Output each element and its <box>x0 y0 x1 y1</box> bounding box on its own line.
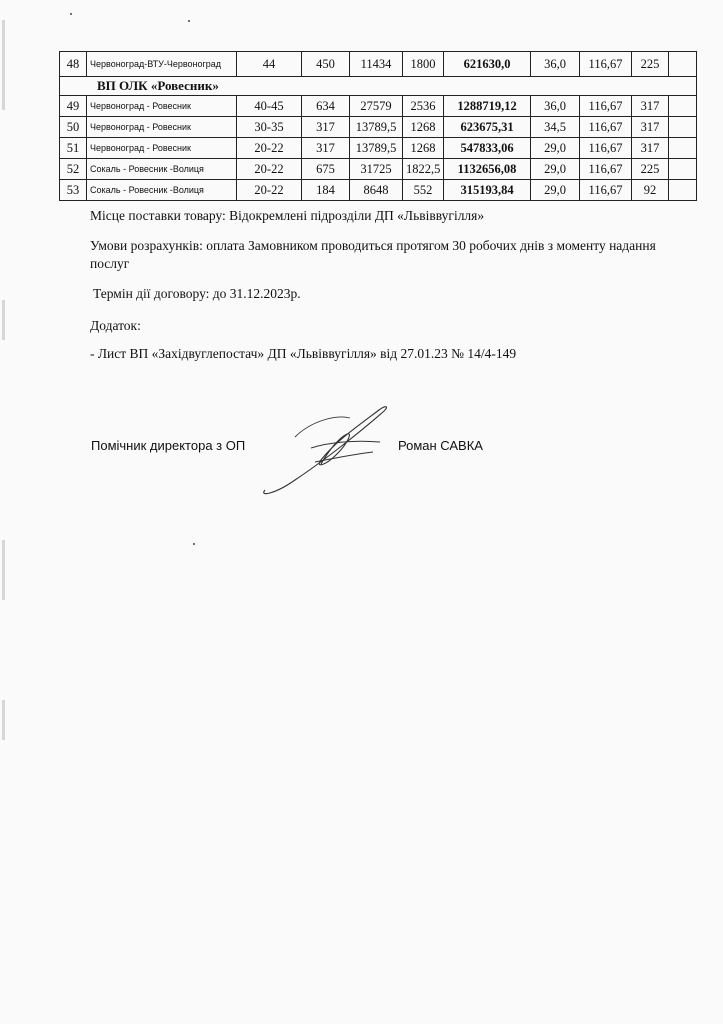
table-row <box>60 96 697 117</box>
quantity-cell: 317 <box>302 117 350 138</box>
appendix-label: Додаток: <box>90 318 141 333</box>
payment-terms: Умови розрахунків: оплата Замовником проводиться протягом 30 робочих днів з моменту надання послуг <box>90 238 656 271</box>
volume-cell: 8648 <box>350 180 403 201</box>
days-cell: 225 <box>632 52 669 77</box>
empty-cell <box>669 159 697 180</box>
empty-cell <box>669 96 697 117</box>
row-number: 48 <box>60 52 87 77</box>
rate-cell: 36,0 <box>531 96 580 117</box>
amount-cell: 315193,84 <box>444 180 531 201</box>
table-row <box>60 117 697 138</box>
quantity-cell: 634 <box>302 96 350 117</box>
price-cell: 116,67 <box>580 52 632 77</box>
scan-speck <box>188 20 190 22</box>
quantity-cell: 450 <box>302 52 350 77</box>
quantity-cell: 184 <box>302 180 350 201</box>
section-title: ВП ОЛК «Ровесник» <box>60 77 697 96</box>
days-cell: 225 <box>632 159 669 180</box>
empty-cell <box>669 117 697 138</box>
days-cell: 317 <box>632 117 669 138</box>
scan-edge-mark <box>2 20 5 110</box>
quantity-cell: 675 <box>302 159 350 180</box>
price-cell: 116,67 <box>580 117 632 138</box>
row-number: 51 <box>60 138 87 159</box>
rate-cell: 29,0 <box>531 138 580 159</box>
table-row <box>60 138 697 159</box>
days-cell: 317 <box>632 96 669 117</box>
scan-edge-mark <box>2 700 5 740</box>
volume-cell: 31725 <box>350 159 403 180</box>
scan-speck <box>70 13 72 15</box>
coal-grade-cell: 44 <box>237 52 302 77</box>
distance-cell: 1822,5 <box>403 159 444 180</box>
row-number: 49 <box>60 96 87 117</box>
scan-edge-mark <box>2 300 5 340</box>
amount-cell: 547833,06 <box>444 138 531 159</box>
tariff-table <box>59 51 697 201</box>
scan-edge-mark <box>2 540 5 600</box>
scan-speck <box>193 543 195 545</box>
section-row <box>60 77 697 96</box>
price-cell: 116,67 <box>580 96 632 117</box>
empty-cell <box>669 52 697 77</box>
coal-grade-cell: 20-22 <box>237 159 302 180</box>
table-row <box>60 159 697 180</box>
rate-cell: 29,0 <box>531 159 580 180</box>
rate-cell: 34,5 <box>531 117 580 138</box>
price-cell: 116,67 <box>580 180 632 201</box>
handwritten-signature <box>255 402 400 502</box>
amount-cell: 1288719,12 <box>444 96 531 117</box>
distance-cell: 552 <box>403 180 444 201</box>
volume-cell: 11434 <box>350 52 403 77</box>
table-row <box>60 180 697 201</box>
days-cell: 317 <box>632 138 669 159</box>
coal-grade-cell: 40-45 <box>237 96 302 117</box>
table-row <box>60 52 697 77</box>
price-cell: 116,67 <box>580 159 632 180</box>
empty-cell <box>669 138 697 159</box>
distance-cell: 1800 <box>403 52 444 77</box>
contract-term: Термін дії договору: до 31.12.2023р. <box>93 286 301 301</box>
route-cell: Червоноград - Ровесник <box>87 96 237 117</box>
days-cell: 92 <box>632 180 669 201</box>
route-cell: Червоноград - Ровесник <box>87 117 237 138</box>
route-cell: Сокаль - Ровесник -Волиця <box>87 159 237 180</box>
route-cell: Сокаль - Ровесник -Волиця <box>87 180 237 201</box>
amount-cell: 621630,0 <box>444 52 531 77</box>
distance-cell: 1268 <box>403 117 444 138</box>
rate-cell: 29,0 <box>531 180 580 201</box>
amount-cell: 623675,31 <box>444 117 531 138</box>
volume-cell: 27579 <box>350 96 403 117</box>
appendix-item: - Лист ВП «Західвуглепостач» ДП «Львіввугілля» від 27.01.23 № 14/4-149 <box>90 346 517 361</box>
volume-cell: 13789,5 <box>350 117 403 138</box>
distance-cell: 2536 <box>403 96 444 117</box>
price-cell: 116,67 <box>580 138 632 159</box>
route-cell: Червоноград-ВТУ-Червоноград <box>87 52 237 77</box>
volume-cell: 13789,5 <box>350 138 403 159</box>
row-number: 53 <box>60 180 87 201</box>
route-cell: Червоноград - Ровесник <box>87 138 237 159</box>
coal-grade-cell: 20-22 <box>237 180 302 201</box>
signer-position: Помічник директора з ОП <box>91 438 246 453</box>
delivery-place: Місце поставки товару: Відокремлені підрозділи ДП «Львіввугілля» <box>90 208 485 223</box>
coal-grade-cell: 30-35 <box>237 117 302 138</box>
empty-cell <box>669 180 697 201</box>
distance-cell: 1268 <box>403 138 444 159</box>
row-number: 52 <box>60 159 87 180</box>
coal-grade-cell: 20-22 <box>237 138 302 159</box>
quantity-cell: 317 <box>302 138 350 159</box>
rate-cell: 36,0 <box>531 52 580 77</box>
row-number: 50 <box>60 117 87 138</box>
amount-cell: 1132656,08 <box>444 159 531 180</box>
signer-name: Роман САВКА <box>398 438 483 453</box>
